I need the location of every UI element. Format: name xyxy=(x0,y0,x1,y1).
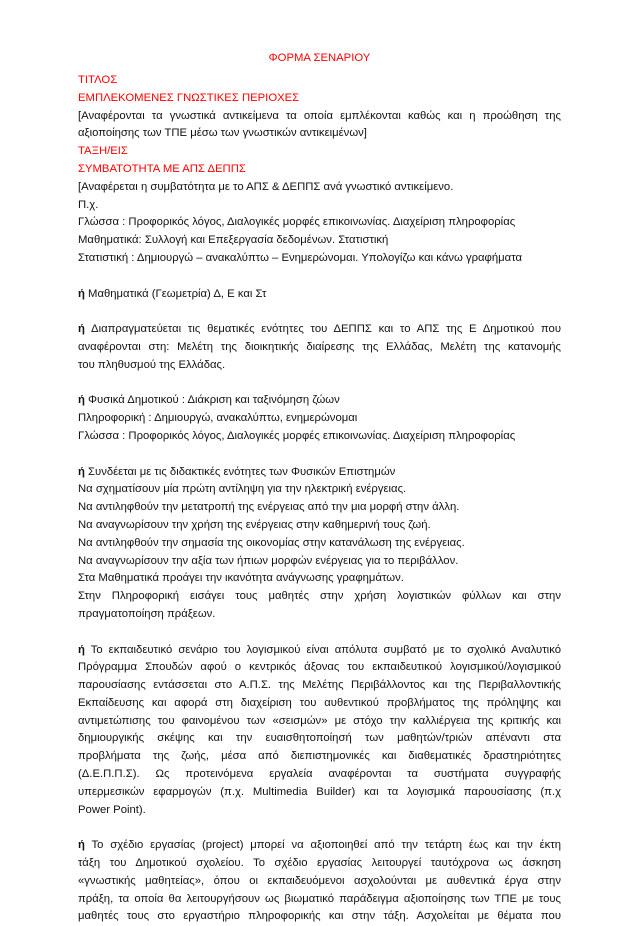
text-line xyxy=(78,891,561,909)
section-heading xyxy=(78,90,561,108)
line-text: Μαθηματικά: Συλλογή και Επεξεργασία δεδομένων. Στατιστική xyxy=(78,234,389,247)
section-heading xyxy=(78,72,561,90)
line-text: αναφέρονται στη: Μελέτη της διοικητικής διαίρεσης της Ελλάδας, Μελέτη της κατανομής xyxy=(78,340,561,353)
line-text: πραγματοποίηση πράξεων. xyxy=(78,607,216,620)
text-line xyxy=(78,286,561,304)
text-line xyxy=(78,481,561,499)
line-text: Στατιστική : Δημιουργώ – ανακαλύπτω – Ενημερώνομαι. Υπολογίζω και κάνω γραφήματα xyxy=(78,251,523,264)
blank-line xyxy=(78,268,561,286)
text-line xyxy=(78,517,561,535)
text-line xyxy=(78,784,561,802)
text-line xyxy=(78,855,561,873)
line-text: υπερμεσικών εφαρμογών (π.χ. Multimedia Builder) και τα λογισμικά παρουσίασης (π.χ xyxy=(78,785,561,798)
text-line xyxy=(78,642,561,660)
text-line xyxy=(78,410,561,428)
text-line xyxy=(78,108,561,126)
line-text: Το εκπαιδευτικό σενάριο του λογισμικού είναι απόλυτα συμβατό με το σχολικό Αναλυτικό xyxy=(84,643,561,656)
text-line xyxy=(78,179,561,197)
line-text: Το σχέδιο εργασίας (project) μπορεί να αξιοποιηθεί από την τετάρτη έως και την έκτη xyxy=(84,839,561,852)
text-line xyxy=(78,125,561,143)
option-marker: ή xyxy=(78,643,85,656)
line-text: ΤΑΞΗ/ΕΙΣ xyxy=(78,145,128,158)
line-text: Π.χ. xyxy=(78,198,99,211)
line-text: Γλώσσα : Προφορικός λόγος, Διαλογικές μορφές επικοινωνίας. Διαχείριση πληροφορίας xyxy=(78,429,516,442)
line-text: ΤΙΤΛΟΣ xyxy=(78,74,118,86)
line-text: παρουσίασης εντάσσεται στο Α.Π.Σ. της Μελέτης Περιβάλλοντος και της Περιβαλλοντικής xyxy=(78,679,561,692)
text-line xyxy=(78,748,561,766)
text-line xyxy=(78,713,561,731)
text-line xyxy=(78,428,561,446)
document-title: ΦΟΡΜΑ ΣΕΝΑΡΙΟΥ xyxy=(268,52,371,64)
line-text: [Αναφέρονται τα γνωστικά αντικείμενα τα οποία εμπλέκονται καθώς και η προώθηση της xyxy=(78,109,561,122)
blank-line xyxy=(78,624,561,642)
text-line xyxy=(78,339,561,357)
line-text: Μαθηματικά (Γεωμετρία) Δ, Ε και Στ xyxy=(84,287,267,300)
line-text: [Αναφέρεται η συμβατότητα με το ΑΠΣ & ΔΕΠΠΣ ανά γνωστικό αντικείμενο. xyxy=(78,180,454,193)
line-text: αντιμετώπισης του φαινομένου των «σεισμών» με στόχο την καλλιέργεια της κριτικής και xyxy=(78,714,561,727)
line-text: Να σχηματίσουν μία πρώτη αντίληψη για την ηλεκτρική ενέργειας. xyxy=(78,483,407,496)
line-text: τάξη του Δημοτικού σχολείου. Το σχέδιο εργασίας λειτουργεί ταυτόχρονα ως άσκηση xyxy=(78,857,561,870)
text-line xyxy=(78,499,561,517)
text-line xyxy=(78,553,561,571)
text-line xyxy=(78,570,561,588)
line-text: αξιοποίησης των ΤΠΕ μέσω των γνωστικών αντικειμένων] xyxy=(78,127,367,140)
text-line xyxy=(78,659,561,677)
blank-line xyxy=(78,303,561,321)
line-text: Να αντιληφθούν την σημασία της οικονομίας στην κατανάλωση της ενέργειας. xyxy=(78,536,465,549)
line-text: προβλήματα της ζωής, μέσα από διεπιστημονικές και διαθεματικές δραστηριότητες xyxy=(78,750,561,763)
line-text: μαθητές τους στο εργαστήριο πληροφορικής και στην τάξη. Ασχολείται με θέματα που xyxy=(78,910,561,923)
text-line xyxy=(78,321,561,339)
option-marker: ή xyxy=(78,839,85,852)
line-text: «γνωστικής μαθητείας», όπου οι εκπαιδευόμενοι ασχολούνται με αυθεντικά έργα στην xyxy=(78,874,561,887)
option-marker: ή xyxy=(78,287,85,300)
blank-line xyxy=(78,375,561,393)
line-text: Πληροφορική : Δημιουργώ, ανακαλύπτω, ενημερώνομαι xyxy=(78,412,358,425)
blank-line xyxy=(78,819,561,837)
text-line xyxy=(78,802,561,820)
line-text: (Δ.Ε.Π.Π.Σ). Ως προτεινόμενα εργαλεία αναφέρονται τα συστήματα συγγραφής xyxy=(78,768,561,781)
line-text: δημιουργικής σκέψης και την ευαισθητοποίησή των μαθητών/τριών απέναντι στα xyxy=(78,732,561,745)
line-text: Γλώσσα : Προφορικός λόγος, Διαλογικές μορφές επικοινωνίας. Διαχείριση πληροφορίας xyxy=(78,216,516,229)
text-line xyxy=(78,535,561,553)
text-line xyxy=(78,695,561,713)
line-text: πράξη, τα οποία θα λειτουργήσουν ως βιωματικό παράδειγμα αξιοποίησης των ΤΠΕ με τους xyxy=(78,892,561,905)
line-text: Να αναγνωρίσουν την χρήση της ενέργειας στην καθημερινή τους ζωή. xyxy=(78,518,431,531)
text-line xyxy=(78,232,561,250)
option-marker: ή xyxy=(78,394,85,407)
text-line xyxy=(78,214,561,232)
line-text: ΣΥΜΒΑΤΟΤΗΤΑ ΜΕ ΑΠΣ ΔΕΠΠΣ xyxy=(78,162,246,175)
text-line xyxy=(78,606,561,624)
line-text: Εκπαίδευσης και αφορά στη διαχείριση του αυθεντικού προβλήματος της πρόληψης και xyxy=(78,696,561,709)
line-text: Στα Μαθηματικά προάγει την ικανότητα ανάγνωσης γραφημάτων. xyxy=(78,572,404,585)
text-line xyxy=(78,730,561,748)
text-line xyxy=(78,588,561,606)
text-line xyxy=(78,677,561,695)
line-text: του πληθυσμού της Ελλάδας. xyxy=(78,358,226,371)
option-marker: ή xyxy=(78,323,85,336)
line-text: Στην Πληροφορική εισάγει τους μαθητές στην χρήση λογιστικών φύλλων και στην xyxy=(78,590,561,603)
line-text: ΕΜΠΛΕΚΟΜΕΝΕΣ ΓΝΩΣΤΙΚΕΣ ΠΕΡΙΟΧΕΣ xyxy=(78,91,300,104)
text-line xyxy=(78,357,561,375)
line-text: Να αναγνωρίσουν την αξία των ήπιων μορφών ενέργειας για το περιβάλλον. xyxy=(78,554,459,567)
text-line xyxy=(78,250,561,268)
document-body xyxy=(78,72,561,926)
text-line xyxy=(78,766,561,784)
text-line xyxy=(78,392,561,410)
blank-line xyxy=(78,446,561,464)
text-line xyxy=(78,464,561,482)
line-text: Διαπραγματεύεται τις θεματικές ενότητες του ΔΕΠΠΣ και το ΑΠΣ της Ε Δημοτικού που xyxy=(84,323,561,336)
line-text: Να αντιληφθούν την μετατροπή της ενέργειας από την μια μορφή στην άλλη. xyxy=(78,501,460,514)
option-marker: ή xyxy=(78,465,85,478)
line-text: Πρόγραμμα Σπουδών αφού ο κεντρικός άξονας του εκπαιδευτικού λογισμικού/λογισμικού xyxy=(78,661,561,674)
section-heading xyxy=(78,161,561,179)
section-heading xyxy=(78,143,561,161)
text-line xyxy=(78,908,561,926)
text-line xyxy=(78,837,561,855)
line-text: Φυσικά Δημοτικού : Διάκριση και ταξινόμηση ζώων xyxy=(84,394,340,407)
line-text: Συνδέεται με τις διδακτικές ενότητες των Φυσικών Επιστημών xyxy=(84,465,396,478)
line-text: Power Point). xyxy=(78,803,146,816)
text-line xyxy=(78,873,561,891)
text-line xyxy=(78,197,561,215)
